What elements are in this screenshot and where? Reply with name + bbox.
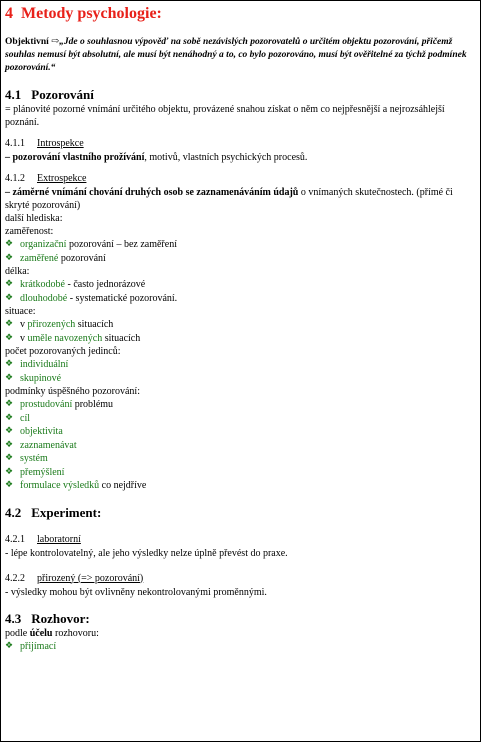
aspects-label: další hlediska: bbox=[5, 213, 63, 224]
emphasis: – záměrné vnímání chování druhých osob se zaznamenáváním údajů bbox=[5, 187, 299, 198]
diamond-bullet-icon: ❖ bbox=[5, 426, 14, 436]
term: systém bbox=[20, 453, 48, 464]
text: podle bbox=[5, 627, 30, 639]
term: objektivita bbox=[20, 426, 63, 437]
list-item bbox=[5, 466, 476, 480]
list-item bbox=[5, 238, 476, 252]
term: skupinové bbox=[20, 372, 62, 384]
intro-lead: Objektivní bbox=[5, 37, 49, 47]
term: zaznamenávat bbox=[20, 439, 77, 451]
section-number: 4.3 bbox=[5, 610, 22, 626]
term: zaměřené bbox=[20, 252, 59, 264]
diamond-bullet-icon: ❖ bbox=[5, 279, 14, 289]
list-item bbox=[5, 292, 476, 306]
term: přijímací bbox=[20, 640, 57, 652]
list-item bbox=[5, 425, 476, 439]
diamond-bullet-icon: ❖ bbox=[5, 359, 14, 369]
term: formulace výsledků bbox=[20, 480, 100, 491]
term: prostudování bbox=[20, 399, 73, 410]
section-number: 4.2.2 bbox=[5, 572, 25, 584]
list-item bbox=[5, 439, 476, 453]
intro-paragraph bbox=[5, 36, 476, 75]
section-title: Extrospekce bbox=[37, 173, 87, 184]
list-item bbox=[5, 412, 476, 426]
text: pozorování – bez zaměření bbox=[66, 239, 177, 250]
list-item bbox=[5, 278, 476, 292]
diamond-bullet-icon: ❖ bbox=[5, 239, 14, 249]
emphasis: účelu bbox=[29, 627, 53, 639]
group-label: počet pozorovaných jedinců: bbox=[5, 346, 121, 357]
text: situacích bbox=[102, 332, 141, 344]
section-title: laboratorní bbox=[37, 533, 81, 545]
heading-extrospekce bbox=[5, 172, 476, 186]
diamond-bullet-icon: ❖ bbox=[5, 412, 14, 423]
diamond-bullet-icon: ❖ bbox=[5, 640, 14, 651]
arrow-right-icon: ⇨ bbox=[51, 37, 60, 47]
laboratorni-text: - lépe kontrolovatelný, ale jeho výsledky nelze úplně převést do praxe. bbox=[5, 547, 288, 559]
text: problému bbox=[72, 399, 114, 410]
term: přirozených bbox=[27, 319, 76, 330]
text: v bbox=[20, 332, 28, 344]
list-item bbox=[5, 640, 476, 654]
section-number: 4.1.1 bbox=[5, 138, 25, 149]
group-label: délka: bbox=[5, 266, 30, 277]
heading-introspekce bbox=[5, 137, 476, 151]
prirozeny-text: - výsledky mohou být ovlivněny nekontrolovanými proměnnými. bbox=[5, 586, 267, 598]
introspekce-text bbox=[5, 151, 476, 164]
list-item bbox=[5, 318, 476, 332]
diamond-bullet-icon: ❖ bbox=[5, 399, 14, 409]
group-label: podmínky úspěšného pozorování: bbox=[5, 386, 140, 397]
diamond-bullet-icon: ❖ bbox=[5, 319, 14, 329]
diamond-bullet-icon: ❖ bbox=[5, 332, 14, 343]
intro-quote: „Jde o souhlasnou výpověď na sobě nezávislých pozorovatelů o určitém objektu pozorování, přičemž souhlas nemusí být absolutní, ale musí být nenáhodný a to, co bylo pozorováno, musí být ověřitelné za týchž podmínek pozorování.“ bbox=[5, 37, 467, 73]
text: - často jednorázové bbox=[65, 279, 146, 290]
text: pozorování bbox=[58, 252, 106, 264]
term: krátkodobé bbox=[20, 279, 65, 290]
diamond-bullet-icon: ❖ bbox=[5, 480, 14, 490]
group-label: zaměřenost: bbox=[5, 226, 54, 237]
heading-title: Metody psychologie: bbox=[21, 5, 162, 22]
term: individuální bbox=[20, 359, 69, 370]
text: , motivů, vlastních psychických procesů. bbox=[144, 152, 308, 163]
text: v bbox=[20, 319, 28, 330]
section-number: 4.1.2 bbox=[5, 173, 25, 184]
heading-rozhovor bbox=[5, 611, 476, 627]
emphasis: – pozorování vlastního prožívání bbox=[5, 152, 145, 163]
heading-experiment bbox=[5, 505, 476, 521]
list-item bbox=[5, 398, 476, 412]
heading-prirozeny bbox=[5, 572, 476, 586]
list-item bbox=[5, 252, 476, 266]
list-item bbox=[5, 372, 476, 386]
heading-pozorovani bbox=[5, 87, 476, 103]
group-label: situace: bbox=[5, 306, 36, 317]
pozorovani-definition: = plánovité pozorné vnímání určitého objektu, provázené snahou získat o něm co nejpřesnější a nejrozsáhlejší poznání. bbox=[5, 104, 445, 128]
heading-methods bbox=[5, 4, 476, 24]
diamond-bullet-icon: ❖ bbox=[5, 466, 14, 477]
section-title: Rozhovor: bbox=[31, 610, 90, 626]
heading-number: 4 bbox=[5, 5, 13, 22]
text: o vnímaných skutečnostech. (přímé či skryté pozorování) bbox=[5, 187, 453, 211]
diamond-bullet-icon: ❖ bbox=[5, 439, 14, 450]
list-item bbox=[5, 332, 476, 346]
term: uměle navozených bbox=[27, 332, 103, 344]
section-title: Experiment: bbox=[31, 504, 102, 520]
diamond-bullet-icon: ❖ bbox=[5, 292, 14, 303]
section-title: Pozorování bbox=[31, 87, 94, 102]
extrospekce-text bbox=[5, 186, 476, 212]
rozhovor-text bbox=[5, 627, 476, 640]
diamond-bullet-icon: ❖ bbox=[5, 372, 14, 383]
diamond-bullet-icon: ❖ bbox=[5, 453, 14, 463]
text: - systematické pozorování. bbox=[67, 292, 178, 304]
section-title: Introspekce bbox=[37, 138, 84, 149]
list-item bbox=[5, 479, 476, 493]
term: organizační bbox=[20, 239, 67, 250]
diamond-bullet-icon: ❖ bbox=[5, 252, 14, 263]
term: přemýšlení bbox=[20, 466, 65, 478]
term: cíl bbox=[20, 412, 30, 424]
text: co nejdříve bbox=[99, 480, 147, 491]
text: situacích bbox=[75, 319, 114, 330]
term: dlouhodobé bbox=[20, 292, 68, 304]
section-number: 4.2.1 bbox=[5, 533, 25, 545]
section-title: přirozený (=> pozorování) bbox=[37, 572, 144, 584]
list-item bbox=[5, 452, 476, 466]
section-number: 4.2 bbox=[5, 504, 22, 520]
list-item bbox=[5, 358, 476, 372]
text: rozhovoru: bbox=[52, 627, 99, 639]
section-number: 4.1 bbox=[5, 87, 22, 102]
heading-laboratorni bbox=[5, 533, 476, 547]
